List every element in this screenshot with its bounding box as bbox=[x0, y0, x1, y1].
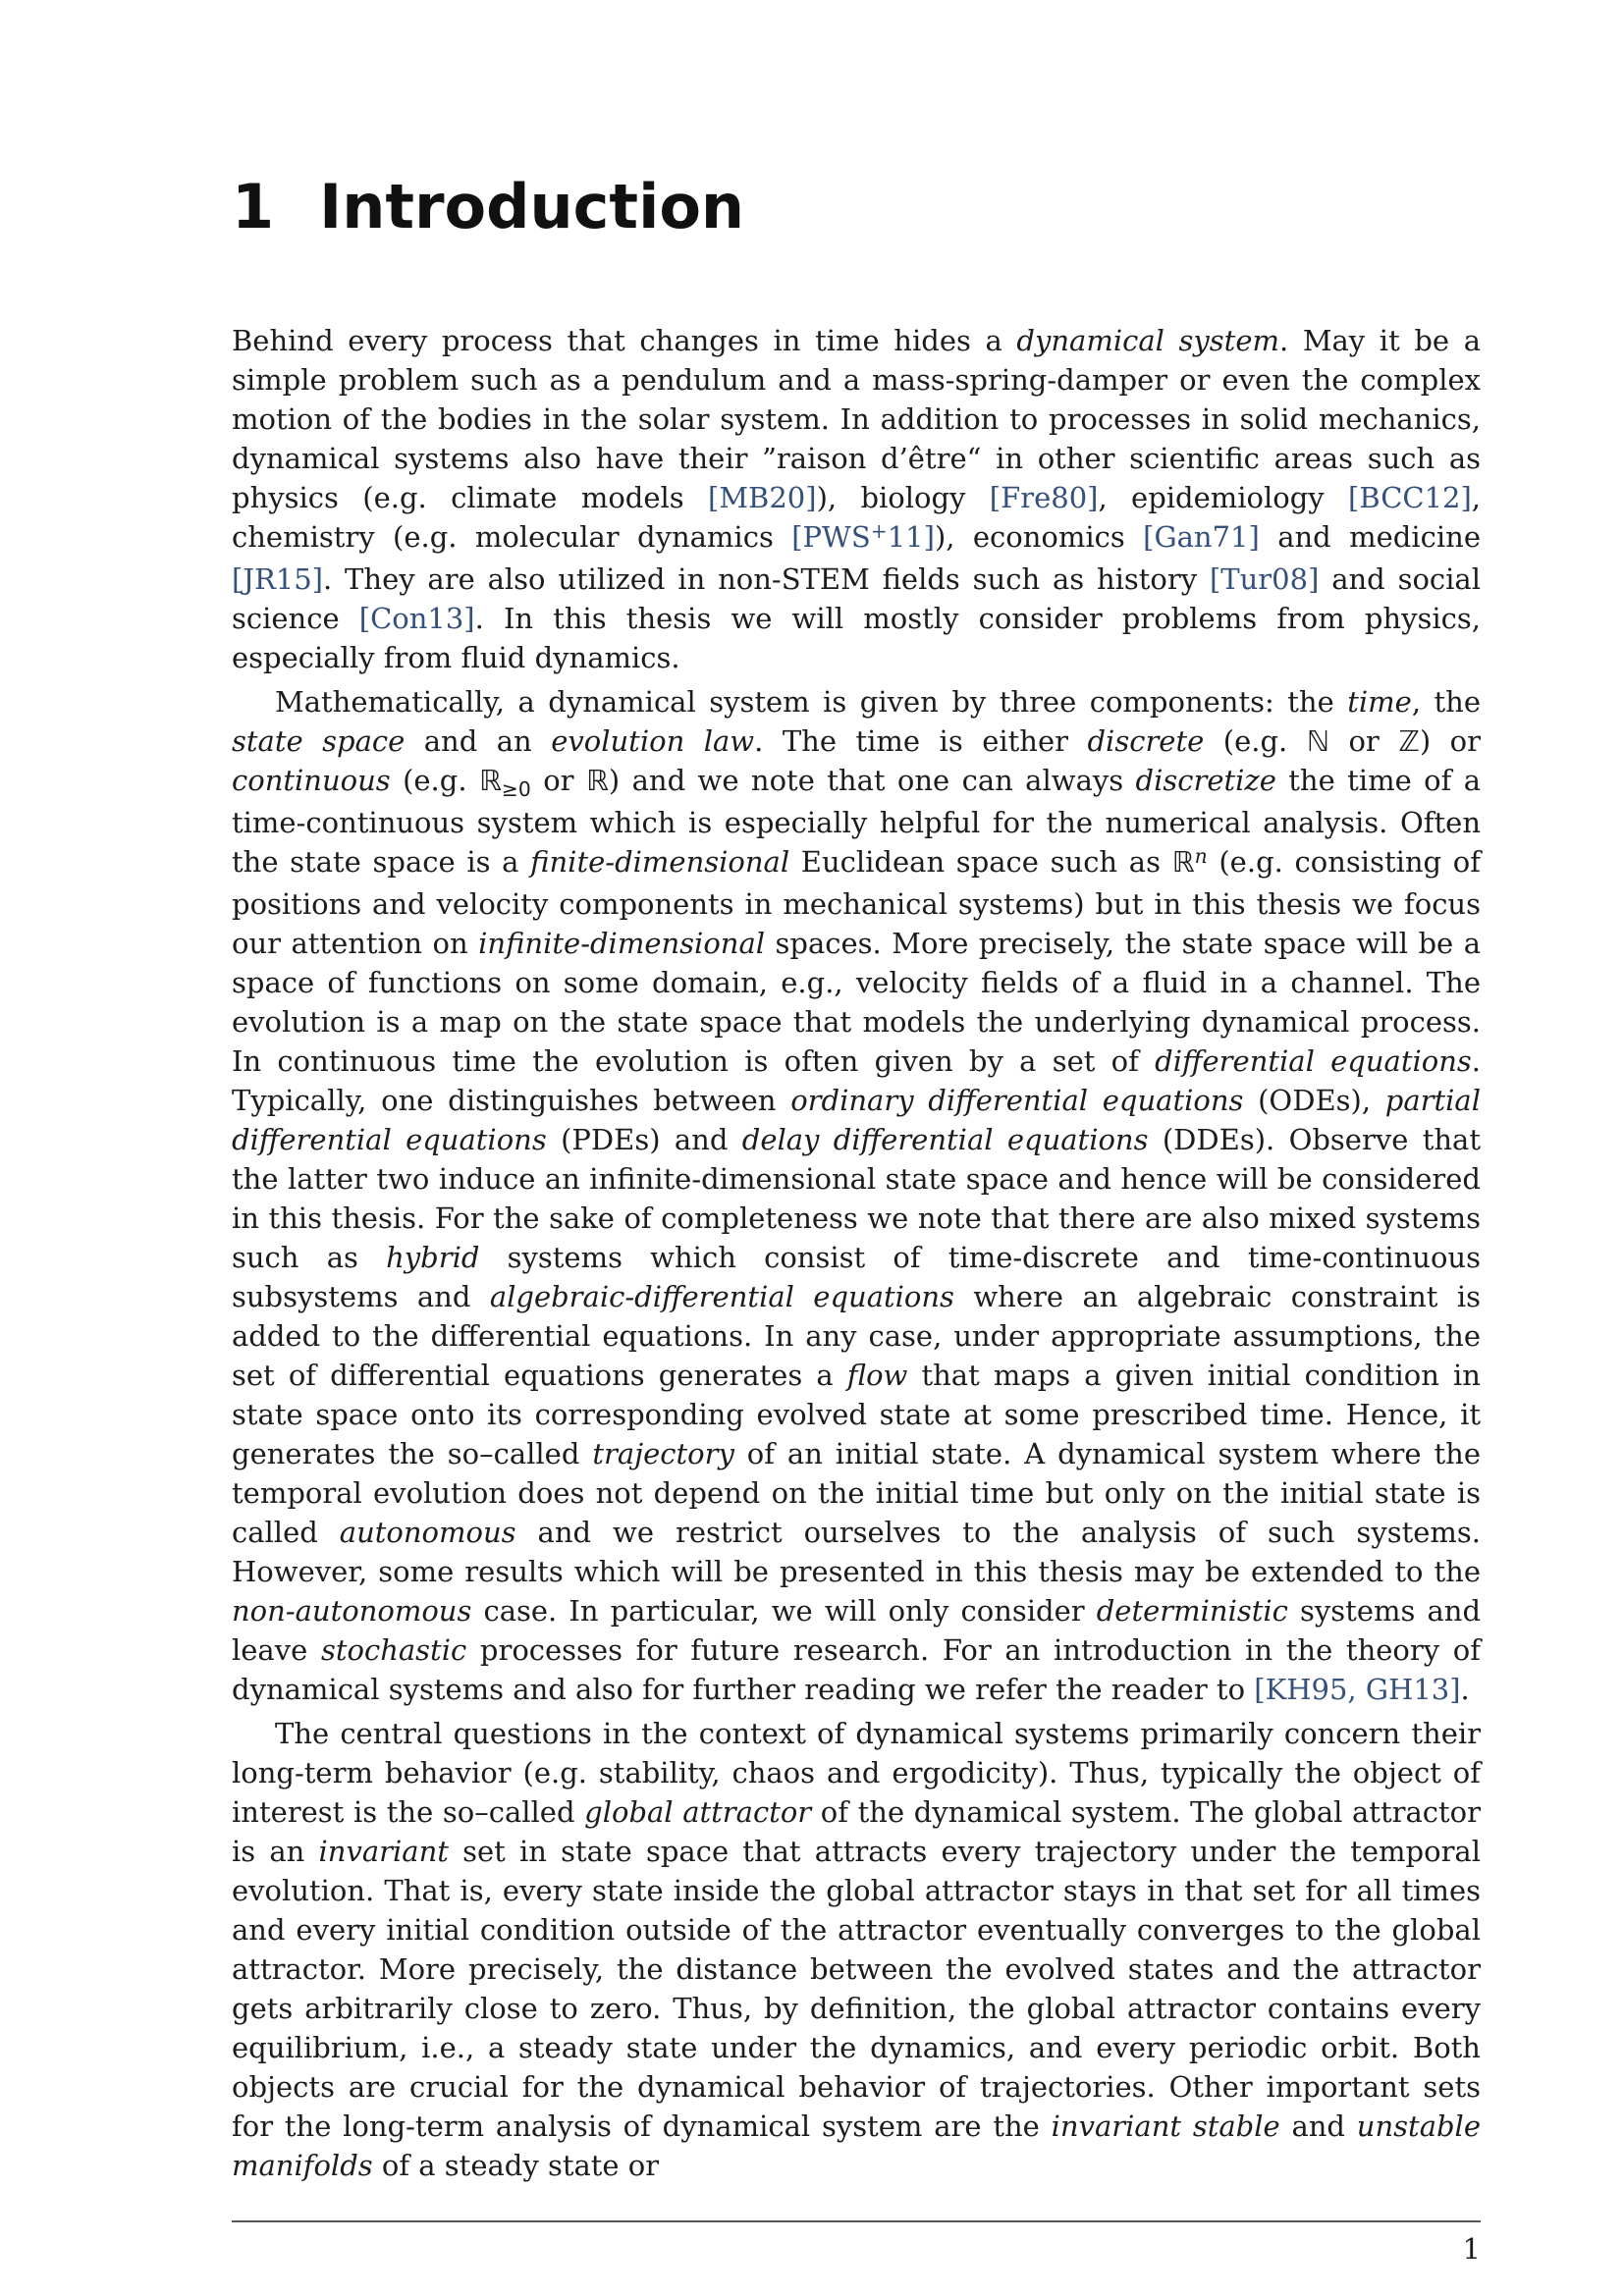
text-segment: of the dynamical system. The global attractor is an bbox=[232, 1795, 1481, 1869]
citation-link[interactable]: [Fre80] bbox=[989, 481, 1099, 515]
text-segment: and medicine bbox=[1259, 520, 1481, 555]
text-segment: ℝ bbox=[478, 764, 502, 798]
text-segment: . In this thesis we will mostly consider problems from physics, especially from fluid dynamics. bbox=[232, 602, 1481, 675]
text-segment: of a steady state or bbox=[372, 2149, 660, 2183]
citation-link[interactable]: [Gan71] bbox=[1143, 520, 1260, 555]
text-segment: ) and we note that one can always bbox=[608, 764, 1136, 798]
text-segment: n bbox=[1194, 843, 1208, 868]
citation-link[interactable]: 11] bbox=[887, 520, 935, 555]
text-segment: (e.g. consisting of positions and velocity components in mechanical systems) but in this thesis we focus our attention on bbox=[232, 845, 1481, 961]
text-segment: non-autonomous bbox=[232, 1594, 472, 1629]
text-segment: autonomous bbox=[339, 1516, 516, 1550]
text-segment: ≥0 bbox=[501, 776, 531, 801]
citation-link[interactable]: [KH95, GH13] bbox=[1254, 1673, 1461, 1707]
citation-link[interactable]: [BCC12] bbox=[1348, 481, 1472, 515]
text-segment: . bbox=[1460, 1673, 1470, 1707]
text-segment: time bbox=[1347, 685, 1412, 720]
text-segment: ordinary differential equations bbox=[790, 1084, 1244, 1118]
text-segment: systems and leave bbox=[232, 1594, 1482, 1668]
text-segment: partial differential equations bbox=[232, 1084, 1481, 1157]
text-segment: unstable manifolds bbox=[232, 2109, 1481, 2183]
text-segment: hybrid bbox=[386, 1241, 480, 1275]
text-segment: that maps a given initial condition in state space onto its corresponding evolved state at some prescribed time. Hence, it generates the so–called bbox=[232, 1359, 1481, 1471]
text-segment: Mathematically, a dynamical system is given by three components: the bbox=[275, 685, 1348, 720]
chapter-heading bbox=[232, 171, 1481, 242]
text-segment: , epidemiology bbox=[1098, 481, 1349, 515]
citation-link[interactable]: [PWS bbox=[791, 520, 871, 555]
text-segment: of an initial state. A dynamical system where the temporal evolution does not depend on the initial time but only on the initial state is called bbox=[232, 1437, 1481, 1550]
text-segment: (PDEs) and bbox=[546, 1123, 742, 1157]
text-segment: , the bbox=[1411, 685, 1481, 720]
text-segment: spaces. More precisely, the state space will be a space of functions on some domain, e.g., velocity fields of a fluid in a channel. The evolution is a map on the state space that models the underlying dynamical process. In continuous time the evolution is often given by a set of bbox=[232, 927, 1481, 1079]
text-segment: ℝ bbox=[1171, 845, 1195, 880]
text-segment: case. In particular, we will only consider bbox=[471, 1594, 1097, 1629]
text-segment: or bbox=[530, 764, 586, 798]
text-segment: trajectory bbox=[592, 1437, 734, 1471]
page-number: 1 bbox=[1462, 2232, 1481, 2266]
text-segment: and bbox=[1279, 2109, 1357, 2144]
text-segment: dynamical system bbox=[1016, 324, 1279, 358]
text-segment: Behind every process that changes in time hides a bbox=[232, 324, 1017, 358]
page-footer bbox=[232, 2220, 1481, 2266]
text-segment: infinite-dimensional bbox=[478, 927, 766, 961]
text-segment: ), economics bbox=[934, 520, 1144, 555]
text-segment: discretize bbox=[1135, 764, 1276, 798]
text-segment: Euclidean space such as bbox=[789, 845, 1172, 880]
text-segment: discrete bbox=[1087, 724, 1205, 759]
text-segment: and social science bbox=[232, 562, 1481, 636]
text-segment: (ODEs), bbox=[1243, 1084, 1385, 1118]
paragraph bbox=[232, 1714, 1481, 2185]
text-segment: algebraic-differential equations bbox=[489, 1280, 954, 1314]
text-segment: and we restrict ourselves to the analysis of such systems. However, some results which will be presented in this thesis may be extended to the bbox=[232, 1516, 1481, 1589]
text-segment: ℝ bbox=[585, 764, 609, 798]
citation-link[interactable]: [Con13] bbox=[358, 602, 475, 636]
text-segment: evolution law bbox=[551, 724, 755, 759]
text-segment: state space bbox=[232, 724, 406, 759]
text-segment: global attractor bbox=[584, 1795, 812, 1830]
text-segment: continuous bbox=[232, 764, 391, 798]
text-segment: (DDEs). Observe that the latter two induce an infinite-dimensional state space and hence will be considered in this thesis. For the sake of completeness we note that there are also mixed systems such as bbox=[232, 1123, 1481, 1275]
text-segment: , chemistry (e.g. molecular dynamics bbox=[232, 481, 1482, 555]
citation-link[interactable]: [JR15] bbox=[232, 562, 323, 597]
text-segment: ), biology bbox=[816, 481, 990, 515]
paragraphs bbox=[232, 321, 1481, 2185]
text-segment: or bbox=[1328, 724, 1399, 759]
text-segment: where an algebraic constraint is added to the differential equations. In any case, under appropriate assumptions, the set of differential equations generates a bbox=[232, 1280, 1481, 1393]
text-segment: delay differential equations bbox=[741, 1123, 1149, 1157]
text-segment: ℤ bbox=[1398, 724, 1420, 759]
text-segment: ℕ bbox=[1306, 724, 1329, 759]
text-segment: set in state space that attracts every trajectory under the temporal evolution. That is, every state inside the global attractor stays in that set for all times and every initial condition outside of the attractor eventually converges to the global attractor. More precisely, the distance between the evolved states and the attractor gets arbitrarily close to zero. Thus, by definition, the global attractor contains every equilibrium, i.e., a steady state under the dynamics, and every periodic orbit. Both objects are crucial for the dynamical behavior of trajectories. Other important sets for the long-term analysis of dynamical system are the bbox=[232, 1835, 1481, 2144]
text-segment: . May it be a simple problem such as a pendulum and a mass-spring-damper or even the complex motion of the bodies in the solar system. In addition to processes in solid mechanics, dynamical systems also have their ”raison d’être“ in other scientific areas such as physics (e.g. climate models bbox=[232, 324, 1481, 515]
paragraph bbox=[232, 682, 1481, 1709]
text-segment: invariant stable bbox=[1051, 2109, 1280, 2144]
text-segment: (e.g. bbox=[1204, 724, 1307, 759]
citation-link[interactable]: [MB20] bbox=[708, 481, 817, 515]
citation-link[interactable]: [Tur08] bbox=[1209, 562, 1320, 597]
text-segment: . Typically, one distinguishes between bbox=[232, 1044, 1481, 1118]
text-segment: the time of a time-continuous system which is especially helpful for the numerical analysis. Often the state space is a bbox=[232, 764, 1481, 880]
text-segment: . The time is either bbox=[754, 724, 1088, 759]
text-segment: and an bbox=[405, 724, 552, 759]
citation-link[interactable]: + bbox=[870, 518, 888, 543]
text-segment: flow bbox=[846, 1359, 908, 1393]
text-segment: systems which consist of time-discrete and time-continuous subsystems and bbox=[232, 1241, 1481, 1314]
chapter-title: Introduction bbox=[319, 171, 745, 242]
chapter-number: 1 bbox=[232, 171, 275, 242]
text-segment: finite-dimensional bbox=[530, 845, 790, 880]
text-segment: . They are also utilized in non-STEM fields such as history bbox=[323, 562, 1210, 597]
paragraph bbox=[232, 321, 1481, 677]
text-segment: The central questions in the context of dynamical systems primarily concern their long-term behavior (e.g. stability, chaos and ergodicity). Thus, typically the object of interest is the so–called bbox=[232, 1717, 1481, 1830]
text-segment: stochastic bbox=[320, 1633, 467, 1668]
text-segment: deterministic bbox=[1096, 1594, 1288, 1629]
text-segment: processes for future research. For an introduction in the theory of dynamical systems and also for further reading we refer the reader to bbox=[232, 1633, 1481, 1707]
text-segment: (e.g. bbox=[390, 764, 479, 798]
footer-rule bbox=[232, 2220, 1481, 2222]
text-segment: ) or bbox=[1419, 724, 1482, 759]
text-segment: differential equations bbox=[1155, 1044, 1472, 1079]
text-segment: invariant bbox=[318, 1835, 449, 1869]
